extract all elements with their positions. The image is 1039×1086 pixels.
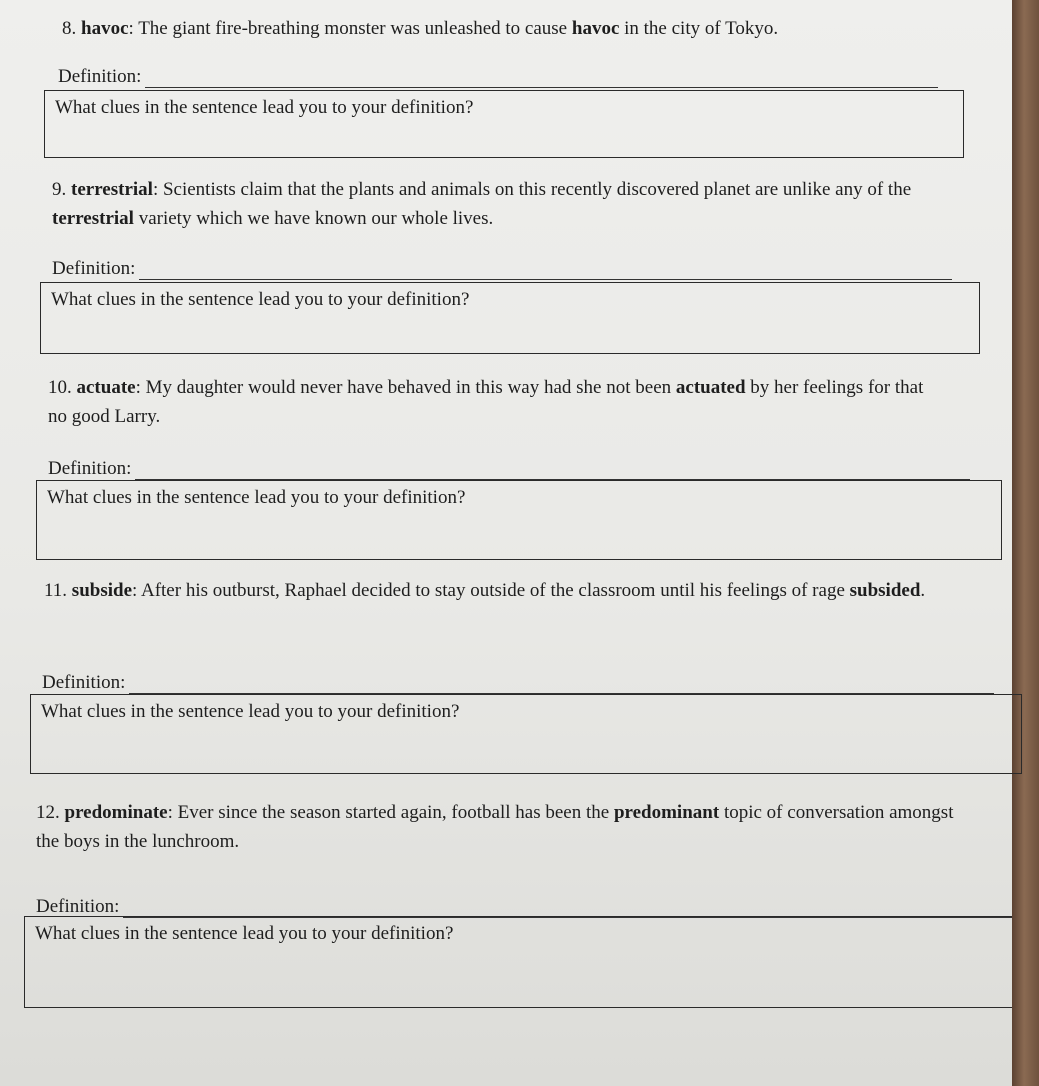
sentence-text: . — [920, 580, 926, 601]
clue-box-9[interactable] — [40, 282, 980, 354]
definition-label: Definition: — [58, 66, 142, 87]
definition-label: Definition: — [52, 258, 136, 279]
question-number: 11. — [44, 580, 68, 601]
definition-label: Definition: — [36, 896, 120, 917]
vocab-word: actuate — [76, 377, 136, 398]
question-number: 12. — [36, 802, 60, 823]
sentence-text: The giant fire-breathing monster was unleashed to cause — [138, 18, 572, 39]
question-11: 11. subside: After his outburst, Raphael decided to stay outside of the classroom until his feelings of rage subsided. — [44, 580, 926, 601]
clue-box-8[interactable] — [44, 90, 964, 158]
definition-label: Definition: — [42, 672, 126, 693]
sentence-text: in the city of Tokyo. — [619, 18, 779, 39]
sentence-text: variety which we have known our whole lives. — [133, 208, 494, 229]
table-surface — [1012, 0, 1039, 1086]
question-12: 12. predominate: Ever since the season started again, football has been the predominant topic of conversation amongst the boys in the lunchroom. — [36, 802, 954, 852]
clue-prompt: What clues in the sentence lead you to your definition? — [47, 487, 466, 508]
question-number: 10. — [48, 377, 72, 398]
vocab-word: subside — [71, 580, 132, 601]
question-9: 9. terrestrial: Scientists claim that the plants and animals on this recently discovered planet are unlike any of the terrestrial variety which we have known our whole lives. — [52, 179, 912, 229]
vocab-word: terrestrial — [71, 179, 153, 200]
sentence-text: Scientists claim that the plants and animals on this recently discovered planet are unlike any of the — [162, 179, 912, 200]
clue-prompt: What clues in the sentence lead you to your definition? — [55, 97, 474, 118]
definition-row-8 — [58, 66, 938, 88]
vocab-word: havoc — [81, 18, 129, 39]
question-10: 10. actuate: My daughter would never have behaved in this way had she not been actuated by her feelings for that no good Larry. — [48, 377, 924, 427]
clue-prompt: What clues in the sentence lead you to your definition? — [51, 289, 470, 310]
sentence-text: by her feelings for that no good Larry. — [48, 377, 924, 427]
sentence-text: My daughter would never have behaved in this way had she not been — [145, 377, 676, 398]
highlighted-word: terrestrial — [52, 208, 134, 229]
definition-answer-line[interactable] — [135, 461, 970, 480]
definition-answer-line[interactable] — [129, 675, 994, 694]
clue-box-10[interactable] — [36, 480, 1002, 560]
sentence-text: topic of conversation amongst the boys in the lunchroom. — [36, 802, 954, 852]
definition-row-12 — [36, 896, 1012, 918]
definition-row-10 — [48, 458, 970, 480]
clue-prompt: What clues in the sentence lead you to your definition? — [35, 923, 454, 944]
sentence-text: After his outburst, Raphael decided to stay outside of the classroom until his feelings of rage — [140, 580, 850, 601]
definition-answer-line[interactable] — [139, 261, 952, 280]
clue-box-11[interactable] — [30, 694, 1022, 774]
definition-row-9 — [52, 258, 952, 280]
definition-label: Definition: — [48, 458, 132, 479]
highlighted-word: predominant — [613, 802, 720, 823]
definition-answer-line[interactable] — [145, 69, 938, 88]
question-number: 9. — [52, 179, 67, 200]
highlighted-word: subsided — [849, 580, 921, 601]
definition-row-11 — [42, 672, 994, 694]
sentence-text: Ever since the season started again, football has been the — [177, 802, 614, 823]
highlighted-word: havoc — [571, 18, 620, 39]
clue-prompt: What clues in the sentence lead you to your definition? — [41, 701, 460, 722]
question-number: 8. — [62, 18, 77, 39]
clue-box-12[interactable] — [24, 916, 1012, 1008]
vocab-word: predominate — [64, 802, 168, 823]
question-8: 8. havoc: The giant fire-breathing monster was unleashed to cause havoc in the city of Tokyo. — [62, 18, 779, 39]
highlighted-word: actuated — [675, 377, 746, 398]
